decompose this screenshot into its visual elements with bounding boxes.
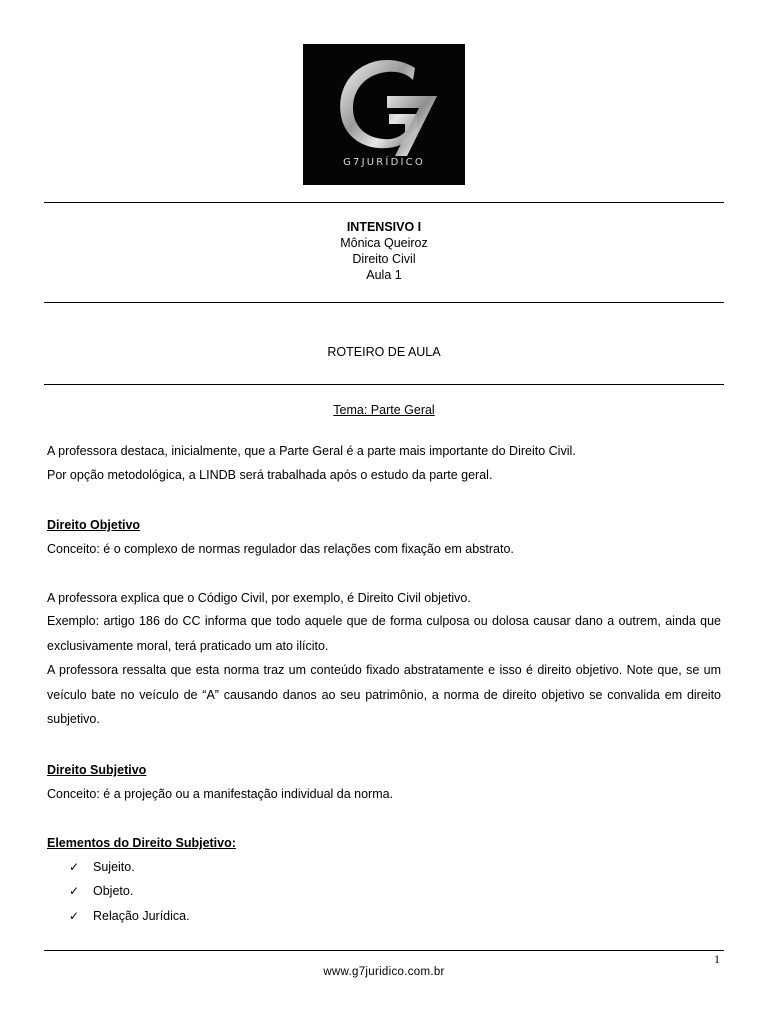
elemento-item bbox=[69, 859, 135, 875]
check-mark-icon: ✓ bbox=[69, 909, 80, 923]
subject-name: Direito Civil bbox=[352, 252, 416, 266]
footer-url: www.g7juridico.com.br bbox=[323, 966, 445, 978]
roteiro-divider bbox=[44, 384, 724, 385]
elemento-item bbox=[69, 908, 190, 924]
direito-objetivo-para-2: Exemplo: artigo 186 do CC informa que todo aquele que de forma culposa ou dolosa causar dano a outrem, ainda que exclusivamente moral, terá praticado um ato ilícito. bbox=[47, 614, 721, 653]
header-divider bbox=[44, 302, 724, 303]
page-number: 1 bbox=[714, 952, 720, 966]
course-header bbox=[44, 219, 724, 283]
direito-objetivo-heading: Direito Objetivo bbox=[47, 518, 141, 532]
g7-logo bbox=[303, 44, 465, 185]
lesson-number: Aula 1 bbox=[366, 268, 402, 282]
logo-brand-text: G7JURÍDICO bbox=[343, 157, 425, 168]
direito-subjetivo-heading: Direito Subjetivo bbox=[47, 763, 147, 777]
direito-subjetivo-concept: Conceito: é a projeção ou a manifestação individual da norma. bbox=[47, 787, 394, 801]
roteiro-title: ROTEIRO DE AULA bbox=[327, 345, 441, 359]
elemento-label: Objeto. bbox=[93, 884, 134, 898]
intro-line-1: A professora destaca, inicialmente, que a Parte Geral é a parte mais importante do Direito Civil. bbox=[47, 444, 576, 458]
check-mark-icon: ✓ bbox=[69, 860, 80, 874]
elemento-label: Relação Jurídica. bbox=[93, 909, 190, 923]
footer-divider bbox=[44, 950, 724, 951]
intro-line-2: Por opção metodológica, a LINDB será trabalhada após o estudo da parte geral. bbox=[47, 468, 493, 482]
course-title: INTENSIVO I bbox=[346, 220, 422, 234]
direito-objetivo-concept: Conceito: é o complexo de normas regulador das relações com fixação em abstrato. bbox=[47, 542, 514, 556]
direito-objetivo-para-3: A professora ressalta que esta norma traz um conteúdo fixado abstratamente e isso é direito objetivo. Note que, se um veículo bate no veículo de “A” causando danos ao seu patrimônio, a norma de direito objetivo se convalida em direito subjetivo. bbox=[47, 663, 721, 726]
top-divider bbox=[44, 202, 724, 203]
check-mark-icon: ✓ bbox=[69, 884, 80, 898]
elementos-heading: Elementos do Direito Subjetivo: bbox=[47, 836, 236, 850]
elemento-label: Sujeito. bbox=[93, 860, 135, 874]
direito-objetivo-para-1: A professora explica que o Código Civil, por exemplo, é Direito Civil objetivo. bbox=[47, 591, 471, 605]
teacher-name: Mônica Queiroz bbox=[340, 236, 428, 250]
elemento-item bbox=[69, 883, 133, 899]
tema-title: Tema: Parte Geral bbox=[333, 403, 435, 417]
